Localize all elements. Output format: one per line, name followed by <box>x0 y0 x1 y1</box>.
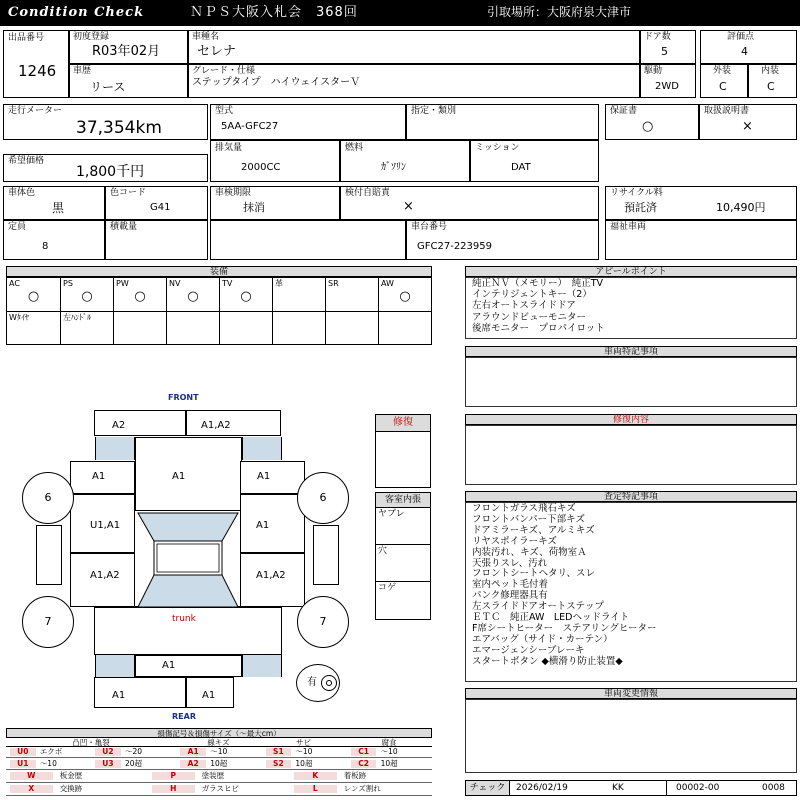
roof-inner <box>157 544 219 572</box>
recycle-value: 10,490円 <box>716 201 766 214</box>
legend-text: 交換跡 <box>59 784 83 793</box>
chassis-value: GFC27-223959 <box>417 241 492 252</box>
warranty-cell <box>605 104 699 140</box>
legend-text: 〜10 <box>295 747 313 756</box>
checker-code: KK <box>612 783 624 793</box>
body-color-label: 車体色 <box>8 188 36 198</box>
legend-code: U1 <box>10 760 36 768</box>
legend-text: 〜10 <box>210 747 228 756</box>
body-color-cell <box>3 186 105 220</box>
hood-damage: A1 <box>172 471 186 482</box>
equipment-mark: ○ <box>399 289 411 304</box>
equipment-row2-cell-3 <box>166 312 219 345</box>
legend-text: 10超 <box>210 759 228 768</box>
appeal-line: 後席モニター プロパイロット <box>472 322 605 334</box>
rating-label: 評価点 <box>727 32 755 42</box>
rear-right-damage: A1 <box>202 690 216 701</box>
designation-label: 指定・類別 <box>411 106 457 116</box>
model-cell <box>210 104 406 140</box>
inspection-note-line: F席シートヒーター ステアリングヒーター <box>472 622 657 634</box>
car-name-value: セレナ <box>197 44 237 59</box>
inspection-note-line: 室内ペット毛付着 <box>472 579 549 591</box>
door2-right-damage: A1,A2 <box>256 570 286 581</box>
front-right-damage: A1,A2 <box>201 420 231 431</box>
exterior-cell <box>700 64 748 98</box>
rating-cell <box>700 30 797 64</box>
equipment-label: SR <box>328 279 339 288</box>
equipment-cell-0 <box>7 278 60 311</box>
doors-cell <box>640 30 696 64</box>
equipment-cell-5 <box>272 278 325 311</box>
inspection-note-line: エアバッグ（サイド・カーテン） <box>472 633 613 645</box>
equipment-cell-1 <box>60 278 113 311</box>
mirror-left <box>36 525 62 585</box>
rear-bottom-left <box>94 677 186 708</box>
taillight-left <box>95 655 135 677</box>
legend-row <box>6 784 432 796</box>
equipment-row2-cell-1 <box>60 312 113 345</box>
repair-box <box>375 414 431 488</box>
interior-label: 内装 <box>761 66 780 76</box>
change-info-panel <box>465 699 797 773</box>
fender-right-panel <box>240 461 305 494</box>
inspection-note-line: ＥＴＣ 純正AW LEDヘッドライト <box>472 612 630 623</box>
door2-left-damage: A1,A2 <box>90 570 120 581</box>
appeal-panel <box>465 277 797 339</box>
capacity-value: 8 <box>42 241 49 252</box>
equipment-mark: ○ <box>27 289 40 304</box>
lot-number-value: 1246 <box>18 62 57 80</box>
rating-value: 4 <box>741 45 748 58</box>
spare-label: 有 <box>307 677 317 688</box>
equipment-label: PW <box>116 279 129 288</box>
appeal-line: 純正ＮＶ（メモリー） 純正TV <box>472 278 604 289</box>
wheel-front-left-value: 6 <box>44 491 52 504</box>
inspection-note-line: フロントシートヘタリ、スレ <box>472 568 596 580</box>
warranty-label: 保証書 <box>610 106 638 116</box>
legend-code: U2 <box>95 748 121 756</box>
car-name-cell <box>188 30 640 64</box>
doors-label: ドア数 <box>644 32 671 42</box>
car-name-label: 車種名 <box>192 32 220 42</box>
recycle-cell <box>605 186 797 220</box>
legend-text: 10超 <box>380 759 398 768</box>
headlight-left <box>95 437 135 460</box>
auction-name: ＮＰＳ大阪入札会 368回 <box>190 5 358 20</box>
interior-item-label: コゲ <box>378 583 397 593</box>
lot-number-cell <box>3 30 69 98</box>
legend-text: 20超 <box>125 759 143 768</box>
first-registration-value: R03年02月 <box>92 44 161 59</box>
color-code-label: 色コード <box>110 188 147 198</box>
grade-label: グレード・仕様 <box>192 66 256 76</box>
insurance-cell <box>340 186 599 220</box>
equipment-row-1 <box>7 278 431 311</box>
mission-cell <box>470 140 599 182</box>
interior-items <box>376 508 430 619</box>
recycle-label: リサイクル料 <box>610 188 663 198</box>
inspection-note-line: リヤスポイラーキズ <box>472 535 557 547</box>
legend-text: エクボ <box>39 747 63 756</box>
special-notes-panel <box>465 357 797 407</box>
equipment-row2-label: Wﾀｲﾔ <box>9 313 29 322</box>
equipment-row2-label: 左ﾊﾝﾄﾞﾙ <box>63 313 91 322</box>
color-code-value: G41 <box>150 202 171 213</box>
legend-code: C2 <box>351 760 377 768</box>
capacity-label: 定員 <box>8 222 27 232</box>
interior-item-label: 穴 <box>378 546 388 556</box>
legend-text: 10超 <box>295 759 313 768</box>
appeal-line: インテリジェントキー（2） <box>472 289 592 301</box>
first-registration-cell <box>69 30 188 64</box>
price-label: 希望価格 <box>8 156 45 166</box>
legend-code: K <box>294 772 337 780</box>
equipment-cell-4 <box>219 278 272 311</box>
blank-cell <box>210 220 406 260</box>
history-value: リース <box>90 80 126 94</box>
legend-code: S2 <box>266 760 292 768</box>
interior-cell <box>748 64 797 98</box>
legend-text: ガラスヒビ <box>201 784 239 793</box>
fuel-label: 燃料 <box>345 143 364 153</box>
mileage-value: 37,354km <box>76 118 162 138</box>
equipment-row-2 <box>7 311 431 344</box>
headlight-right <box>242 437 282 460</box>
inspection-cell <box>210 186 340 220</box>
manual-value: × <box>742 119 753 134</box>
repair-content-panel <box>465 425 797 485</box>
exterior-value: C <box>719 80 727 93</box>
footer-code: 00002-00 <box>676 783 720 793</box>
price-cell <box>3 154 208 182</box>
hood-panel <box>135 437 242 511</box>
manual-cell <box>699 104 797 140</box>
repair-box-title: 修復 <box>376 415 430 432</box>
equipment-mark: ○ <box>134 289 146 304</box>
drive-label: 駆動 <box>644 66 663 76</box>
inspection-note-line: 天張りスレ、汚れ <box>472 557 548 569</box>
pickup-location: 引取場所：大阪府泉大津市 <box>487 5 632 19</box>
interior-value: C <box>767 80 775 93</box>
legend-text: 〜20 <box>125 747 143 756</box>
footer-divider <box>666 781 667 795</box>
load-label: 積載量 <box>110 222 138 232</box>
legend-row <box>6 759 432 770</box>
displacement-cell <box>210 140 340 182</box>
drive-cell <box>640 64 696 98</box>
legend-groups <box>6 738 432 747</box>
equipment-label: AW <box>381 279 394 288</box>
chassis-label: 車台番号 <box>411 222 448 232</box>
legend-row <box>6 771 432 783</box>
fender-right-damage: A1 <box>257 471 271 482</box>
legend <box>6 728 432 796</box>
header-bar <box>0 0 800 26</box>
inspection-note-line: フロントガラス飛石キズ <box>472 503 576 514</box>
legend-code: H <box>152 785 195 793</box>
spare-tire-hub-icon <box>326 680 332 686</box>
history-cell <box>69 64 188 98</box>
insurance-label: 検付自賠責 <box>345 188 391 198</box>
rear-label: REAR <box>172 712 196 721</box>
legend-code: A1 <box>180 748 206 756</box>
equipment-row2-cell-6 <box>325 312 378 345</box>
inspection-note-line: 左スライドドアオートステップ <box>472 601 605 613</box>
legend-code: S1 <box>266 748 292 756</box>
designation-cell <box>406 104 599 140</box>
mileage-cell <box>3 104 208 140</box>
legend-text: 板金歴 <box>59 771 83 780</box>
manual-label: 取扱説明書 <box>704 106 750 116</box>
interior-box <box>375 492 431 620</box>
equipment-label: TV <box>222 279 233 288</box>
equipment-cell-7 <box>378 278 431 311</box>
taillight-right <box>242 655 282 677</box>
legend-row <box>6 747 432 758</box>
legend-group: 凸凹・亀裂 <box>6 738 176 747</box>
equipment-label: AC <box>9 279 20 288</box>
warranty-value: ○ <box>642 119 654 134</box>
insurance-value: × <box>403 199 414 214</box>
inspection-value: 抹消 <box>243 201 265 214</box>
legend-title: 損傷記号＆損傷サイズ（〜最大cm） <box>6 728 432 738</box>
rear-bumper-panel <box>135 655 242 677</box>
wheel-front-left <box>22 472 74 524</box>
capacity-cell <box>3 220 105 260</box>
inspection-note-line: ドアミラーキズ、アルミキズ <box>472 524 595 536</box>
inspection-notes-title: 査定特記事項 <box>465 491 797 502</box>
recycle-status: 預託済 <box>624 201 657 214</box>
front-left-damage: A2 <box>112 420 126 431</box>
load-cell <box>105 220 208 260</box>
equipment-cell-2 <box>113 278 166 311</box>
front-label: FRONT <box>168 393 199 402</box>
displacement-label: 排気量 <box>215 143 243 153</box>
fender-left-damage: A1 <box>92 471 106 482</box>
interior-item <box>376 582 430 619</box>
mileage-label: 走行メーター <box>8 106 63 116</box>
footer-bar <box>465 780 797 796</box>
inspection-note-line: エマージェンシーブレーキ <box>472 644 585 656</box>
equipment-label: 革 <box>275 279 283 288</box>
inspection-note-line: フロントバンパー下部キズ <box>472 513 585 525</box>
equipment-label: NV <box>169 279 181 288</box>
appeal-line: 左右オートスライドドア <box>472 300 576 312</box>
rear-bumper-damage: A1 <box>162 660 176 671</box>
equipment-row2-cell-4 <box>219 312 272 345</box>
interior-item-label: ヤブレ <box>378 509 405 519</box>
footer-number: 0008 <box>762 783 785 793</box>
inspection-label: 車検期限 <box>215 188 252 198</box>
fuel-cell <box>340 140 470 182</box>
legend-text: 塗装歴 <box>201 771 225 780</box>
exterior-label: 外装 <box>713 66 732 76</box>
mirror-right <box>313 525 339 585</box>
windshield-glass <box>138 513 238 541</box>
rear-glass <box>138 575 238 607</box>
legend-text: 〜10 <box>380 747 398 756</box>
legend-text: 着板跡 <box>343 771 367 780</box>
legend-code: P <box>152 772 195 780</box>
special-notes-title: 車両特記事項 <box>465 346 797 357</box>
mission-value: DAT <box>511 162 531 173</box>
price-value: 1,800千円 <box>76 164 145 180</box>
interior-box-title: 客室内張 <box>376 493 430 508</box>
wheel-rear-left-value: 7 <box>44 615 52 628</box>
front-bumper-left <box>94 410 186 436</box>
equipment-row2-cell-5 <box>272 312 325 345</box>
change-info-title: 車両変更情報 <box>465 688 797 699</box>
grade-value: ステップタイプ ハイウェイスターＶ <box>192 77 361 88</box>
equipment-mark: ○ <box>187 289 199 304</box>
equipment-cell-3 <box>166 278 219 311</box>
legend-rows <box>6 747 432 796</box>
legend-code: C1 <box>351 748 377 756</box>
legend-text: レンズ割れ <box>343 784 381 793</box>
doors-value: 5 <box>661 45 668 58</box>
inspection-notes-panel <box>465 502 797 682</box>
equipment-row2-cell-0 <box>7 312 60 345</box>
welfare-label: 福祉車両 <box>610 222 647 232</box>
equipment-cell-6 <box>325 278 378 311</box>
history-label: 車歴 <box>73 66 92 76</box>
chassis-cell <box>406 220 599 260</box>
model-label: 型式 <box>215 106 234 116</box>
equipment-mark: ○ <box>81 289 93 304</box>
appeal-line: アラウンドビューモニター <box>472 311 587 323</box>
legend-code: U0 <box>10 748 36 756</box>
wheel-front-right <box>297 472 349 524</box>
sheet-title: Condition Check <box>8 5 145 20</box>
wheel-front-right-value: 6 <box>319 491 327 504</box>
inspection-note-line: 内装汚れ、キズ、荷物室Ａ <box>472 546 587 558</box>
inspection-note-line: スタートボタン ◆横滑り防止装置◆ <box>472 655 623 667</box>
displacement-value: 2000CC <box>241 162 281 173</box>
equipment-mark: ○ <box>240 289 252 304</box>
interior-item <box>376 508 430 545</box>
inspection-note-line: パンク修理器具有 <box>472 590 548 602</box>
wheel-rear-left <box>22 596 74 648</box>
legend-code: U3 <box>95 760 121 768</box>
door1-right-damage: A1 <box>256 520 270 531</box>
wheel-rear-right <box>297 596 349 648</box>
legend-group: 線キズ <box>176 738 261 747</box>
door1-right-panel <box>240 494 305 553</box>
trunk-label: trunk <box>172 614 196 624</box>
body-color-value: 黒 <box>52 201 65 215</box>
legend-group: 腐食 <box>346 738 432 747</box>
legend-group: サビ <box>261 738 346 747</box>
roof-windshield-svg <box>136 511 240 609</box>
wheel-rear-right-value: 7 <box>319 615 327 628</box>
door1-left-damage: U1,A1 <box>90 520 121 531</box>
equipment-title: 装備 <box>6 266 432 277</box>
drive-value: 2WD <box>655 81 679 92</box>
legend-text: 〜10 <box>39 759 57 768</box>
equipment-row2-cell-2 <box>113 312 166 345</box>
equipment-label: PS <box>63 279 73 288</box>
legend-code: L <box>294 785 337 793</box>
mission-label: ミッション <box>475 143 520 153</box>
check-label: チェック <box>466 781 510 795</box>
first-registration-label: 初度登録 <box>73 32 110 42</box>
lot-number-label: 出品番号 <box>8 33 45 43</box>
appeal-title: アピールポイント <box>465 266 797 277</box>
legend-code: W <box>10 772 53 780</box>
rear-left-damage: A1 <box>112 690 126 701</box>
model-value: 5AA-GFC27 <box>221 121 279 132</box>
grade-cell <box>188 64 640 98</box>
fuel-value: ｶﾞｿﾘﾝ <box>381 162 406 173</box>
equipment-grid <box>6 277 432 345</box>
welfare-cell <box>605 220 797 260</box>
spare-tire <box>296 664 340 702</box>
repair-content-title: 修復内容 <box>465 414 797 425</box>
legend-code: X <box>10 785 53 793</box>
check-date: 2026/02/19 <box>516 783 568 793</box>
color-code-cell <box>105 186 208 220</box>
interior-item <box>376 545 430 582</box>
equipment-row2-cell-7 <box>378 312 431 345</box>
legend-code: A2 <box>180 760 206 768</box>
